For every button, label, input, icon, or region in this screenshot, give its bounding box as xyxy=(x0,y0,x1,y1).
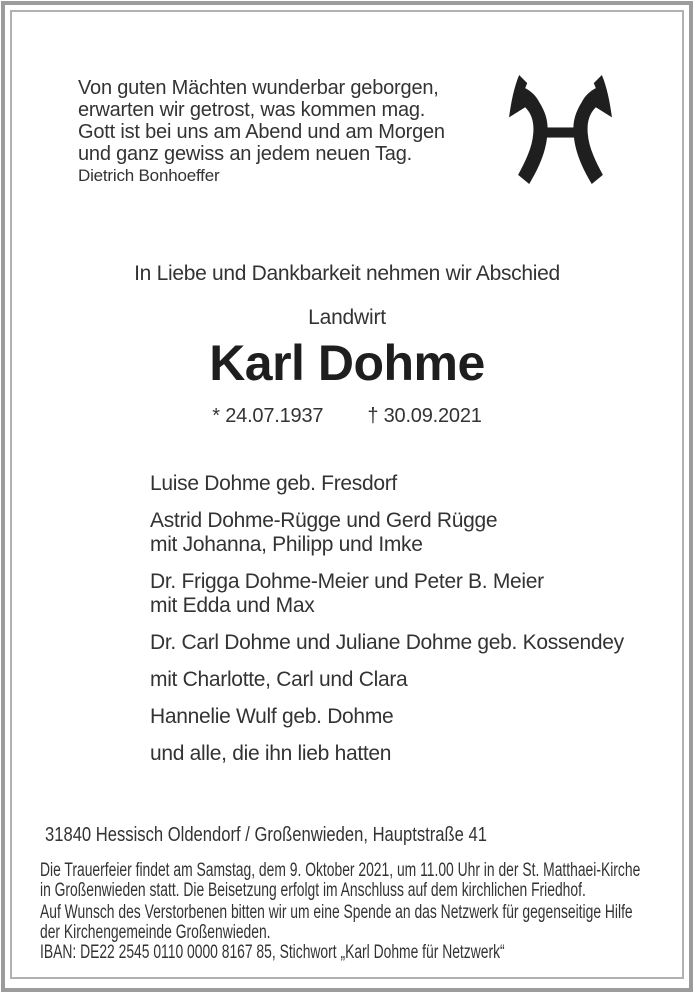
quote-line: erwarten wir getrost, was kommen mag. xyxy=(78,99,426,121)
death-date: † 30.09.2021 xyxy=(367,405,482,427)
mourner-line: Dr. Carl Dohme und Juliane Dohme geb. Kossendey xyxy=(150,631,624,654)
mourner-entry xyxy=(150,509,682,557)
mourner-line: und alle, die ihn lieb hatten xyxy=(150,742,392,765)
donation-info-line: der Kirchengemeinde Großenwieden. xyxy=(40,922,271,943)
inner-frame-border xyxy=(10,10,684,979)
farewell-intro: In Liebe und Dankbarkeit nehmen wir Abschied xyxy=(134,262,560,285)
obituary-content xyxy=(12,12,682,977)
mourners-list xyxy=(150,472,682,766)
mourner-entry xyxy=(150,631,682,655)
donation-info xyxy=(40,903,682,963)
mourner-line: Dr. Frigga Dohme-Meier und Peter B. Meier xyxy=(150,570,544,593)
deceased-name: Karl Dohme xyxy=(209,335,485,391)
opening-quote xyxy=(78,77,445,185)
notice-header xyxy=(12,262,682,428)
donation-info-line: Auf Wunsch des Verstorbenen bitten wir um eine Spende an das Netzwerk für gegenseitige Hilfe xyxy=(40,902,633,923)
mourner-line: mit Johanna, Philipp und Imke xyxy=(150,533,423,556)
quote-line: und ganz gewiss an jedem neuen Tag. xyxy=(78,143,412,165)
donation-iban-line: IBAN: DE22 2545 0110 0000 8167 85, Stichwort „Karl Dohme für Netzwerk“ xyxy=(40,942,505,963)
mourner-entry xyxy=(150,472,682,496)
profession: Landwirt xyxy=(308,306,386,329)
mourner-line: Luise Dohme geb. Fresdorf xyxy=(150,472,397,495)
outer-frame-border xyxy=(1,1,693,992)
birth-date: * 24.07.1937 xyxy=(212,405,324,427)
funeral-info xyxy=(40,861,682,901)
mourner-line: Hannelie Wulf geb. Dohme xyxy=(150,705,394,728)
life-dates xyxy=(12,404,682,428)
mourner-line: mit Edda und Max xyxy=(150,594,315,617)
notice-footer xyxy=(40,861,682,963)
quote-line: Von guten Mächten wunderbar geborgen, xyxy=(78,77,439,99)
mourner-entry xyxy=(150,742,682,766)
mourner-line: Astrid Dohme-Rügge und Gerd Rügge xyxy=(150,509,498,532)
mourner-line: mit Charlotte, Carl und Clara xyxy=(150,668,408,691)
funeral-info-line: in Großenwieden statt. Die Beisetzung erfolgt im Anschluss auf dem kirchlichen Friedhof. xyxy=(40,880,586,901)
home-address: 31840 Hessisch Oldendorf / Großenwieden, Hauptstraße 41 xyxy=(45,824,487,846)
masthead xyxy=(12,12,682,262)
mourner-entry xyxy=(150,570,682,618)
mourner-entry xyxy=(150,668,682,692)
mourner-entry xyxy=(150,705,682,729)
quote-line: Gott ist bei uns am Abend und am Morgen xyxy=(78,121,445,143)
hanoverian-horse-brand-icon xyxy=(505,75,616,188)
quote-attribution: Dietrich Bonhoeffer xyxy=(78,166,220,185)
funeral-info-line: Die Trauerfeier findet am Samstag, dem 9. Oktober 2021, um 11.00 Uhr in der St. Matthaei-Kirche xyxy=(40,860,641,881)
